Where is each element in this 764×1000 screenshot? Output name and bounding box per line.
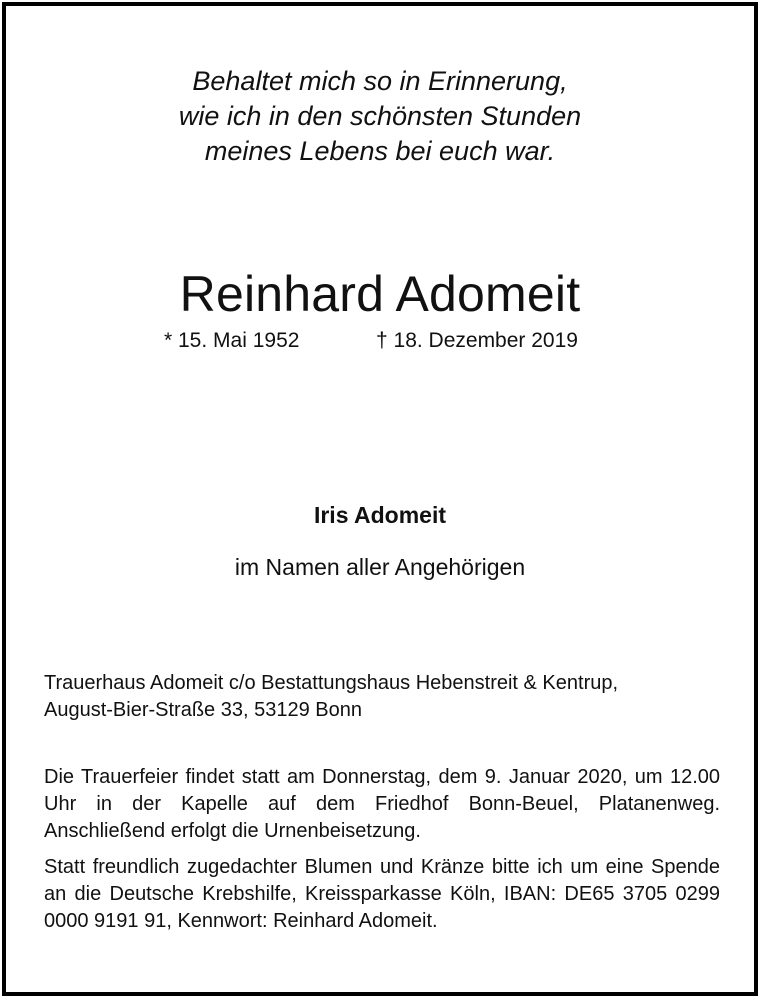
address-line-2: August-Bier-Straße 33, 53129 Bonn [44, 699, 362, 721]
quote-line-2: wie ich in den schönsten Stunden [178, 101, 582, 131]
life-dates [6, 327, 754, 355]
quote-line-3: meines Lebens bei euch war. [204, 136, 556, 166]
mourning-house-address [44, 670, 720, 724]
birth-date: * 15. Mai 1952 [164, 329, 300, 352]
death-date: † 18. Dezember 2019 [376, 329, 578, 352]
on-behalf-text: im Namen aller Angehörigen [234, 554, 526, 580]
donation-request: Statt freundlich zugedachter Blumen und Kränze bitte ich um eine Spende an die Deutsche Krebshilfe, Kreissparkasse Köln, IBAN: DE65 3705 0299 0000 9191 91, Kennwort: Reinhard Adomeit. [44, 856, 720, 932]
quote-line-1: Behaltet mich so in Erinnerung, [192, 66, 568, 96]
deceased-name: Reinhard Adomeit [179, 266, 581, 322]
ceremony-info: Die Trauerfeier findet statt am Donnerstag, dem 9. Januar 2020, um 12.00 Uhr in der Kapelle auf dem Friedhof Bonn-Beuel, Platanenweg. Anschließend erfolgt die Urnenbeisetzung. [44, 766, 720, 842]
memorial-quote [6, 64, 754, 169]
address-line-1: Trauerhaus Adomeit c/o Bestattungshaus Hebenstreit & Kentrup, [44, 672, 619, 694]
obituary-notice [2, 2, 758, 996]
mourner-name: Iris Adomeit [313, 502, 447, 528]
